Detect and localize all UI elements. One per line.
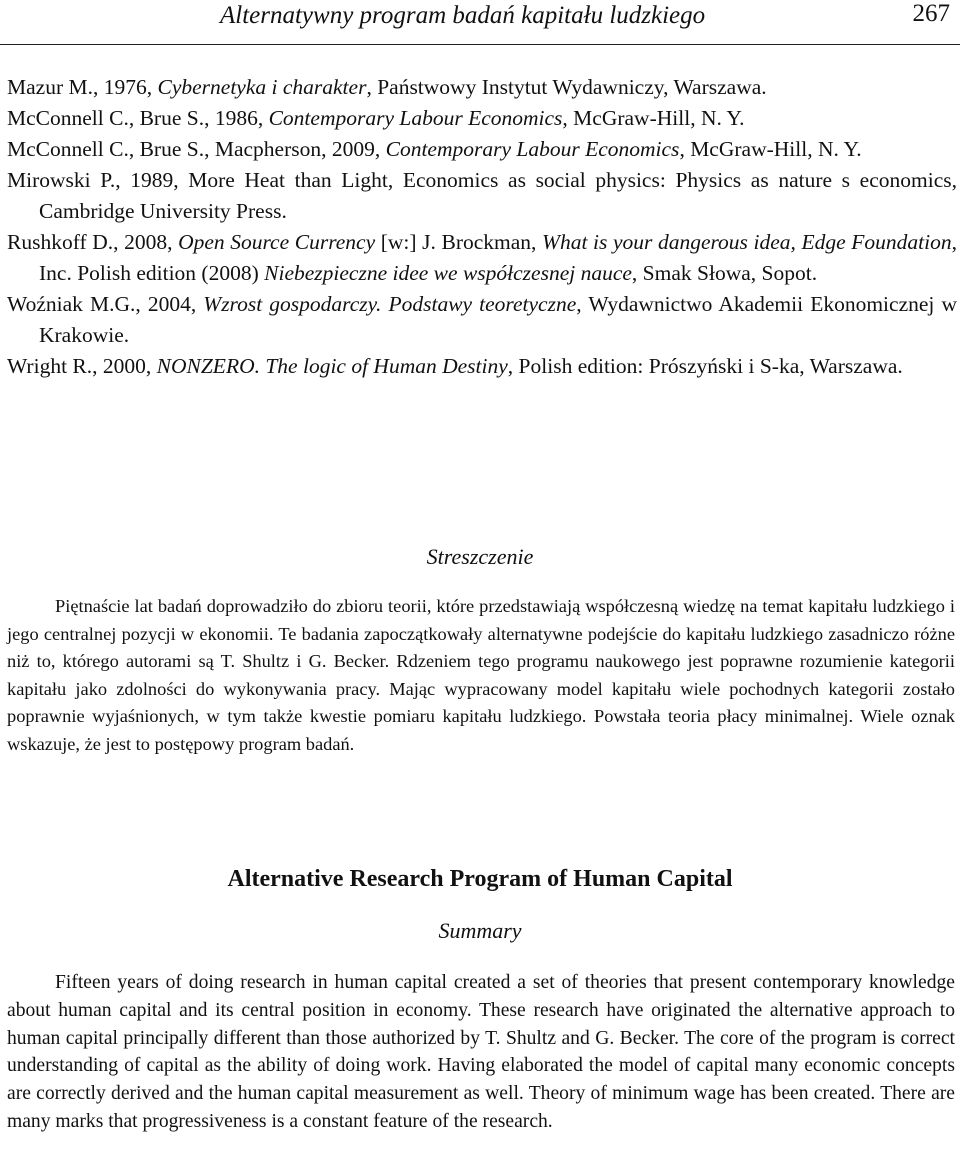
reference-item: Woźniak M.G., 2004, Wzrost gospodarczy. Podstawy teoretyczne, Wydawnictwo Akademii Ekonomicznej w Krakowie. (7, 292, 957, 347)
reference-item: Wright R., 2000, NONZERO. The logic of Human Destiny, Polish edition: Prószyński i S-ka, Warszawa. (7, 354, 903, 378)
reference-item: Mirowski P., 1989, More Heat than Light, Economics as social physics: Physics as nature s economics, Cambridge University Press. (7, 168, 957, 223)
reference-item: Mazur M., 1976, Cybernetyka i charakter, Państwowy Instytut Wydawniczy, Warszawa. (7, 75, 767, 99)
reference-list (7, 72, 957, 382)
page-number: 267 (912, 0, 950, 27)
reference-item: Rushkoff D., 2008, Open Source Currency [w:] J. Brockman, What is your dangerous idea, Edge Foundation, Inc. Polish edition (2008) Niebezpieczne idee we współczesnej nauce, Smak Słowa, Sopot. (7, 230, 957, 285)
streszczenie-text: Piętnaście lat badań doprowadziło do zbioru teorii, które przedstawiają współczesną wiedzę na temat kapitału ludzkiego i jego centralnej pozycji w ekonomii. Te badania zapoczątkowały alternatywne podejście do kapitału ludzkiego zasadniczo różne niż to, którego autorami są T. Shultz i G. Becker. Rdzeniem tego programu naukowego jest poprawne rozumienie kategorii kapitału jako zdolności do wykonywania pracy. Mając wypracowany model kapitału wiele pochodnych kategorii zostało poprawnie wyjaśnionych, w tym także kwestie pomiaru kapitału ludzkiego. Powstała teoria płacy minimalnej. Wiele oznak wskazuje, że jest to postępowy program badań. (7, 596, 955, 754)
page-header (0, 0, 960, 45)
english-title: Alternative Research Program of Human Capital (227, 866, 733, 892)
reference-item: McConnell C., Brue S., 1986, Contemporary Labour Economics, McGraw-Hill, N. Y. (7, 106, 745, 130)
streszczenie-heading: Streszczenie (426, 544, 534, 569)
summary-text: Fifteen years of doing research in human capital created a set of theories that present contemporary knowledge about human capital and its central position in economy. These research have originated the alternative approach to human capital principally different than those authorized by T. Shultz and G. Becker. The core of the program is correct understanding of capital as the ability of doing work. Having elaborated the model of capital many economic concepts are correctly derived and the human capital measurement as well. Theory of minimum wage has been created. There are many marks that progressiveness is a constant feature of the research. (7, 972, 955, 1132)
summary-heading: Summary (438, 918, 522, 943)
reference-item: McConnell C., Brue S., Macpherson, 2009, Contemporary Labour Economics, McGraw-Hill, N. Y. (7, 137, 862, 161)
running-title: Alternatywny program badań kapitału ludzkiego (220, 2, 706, 29)
